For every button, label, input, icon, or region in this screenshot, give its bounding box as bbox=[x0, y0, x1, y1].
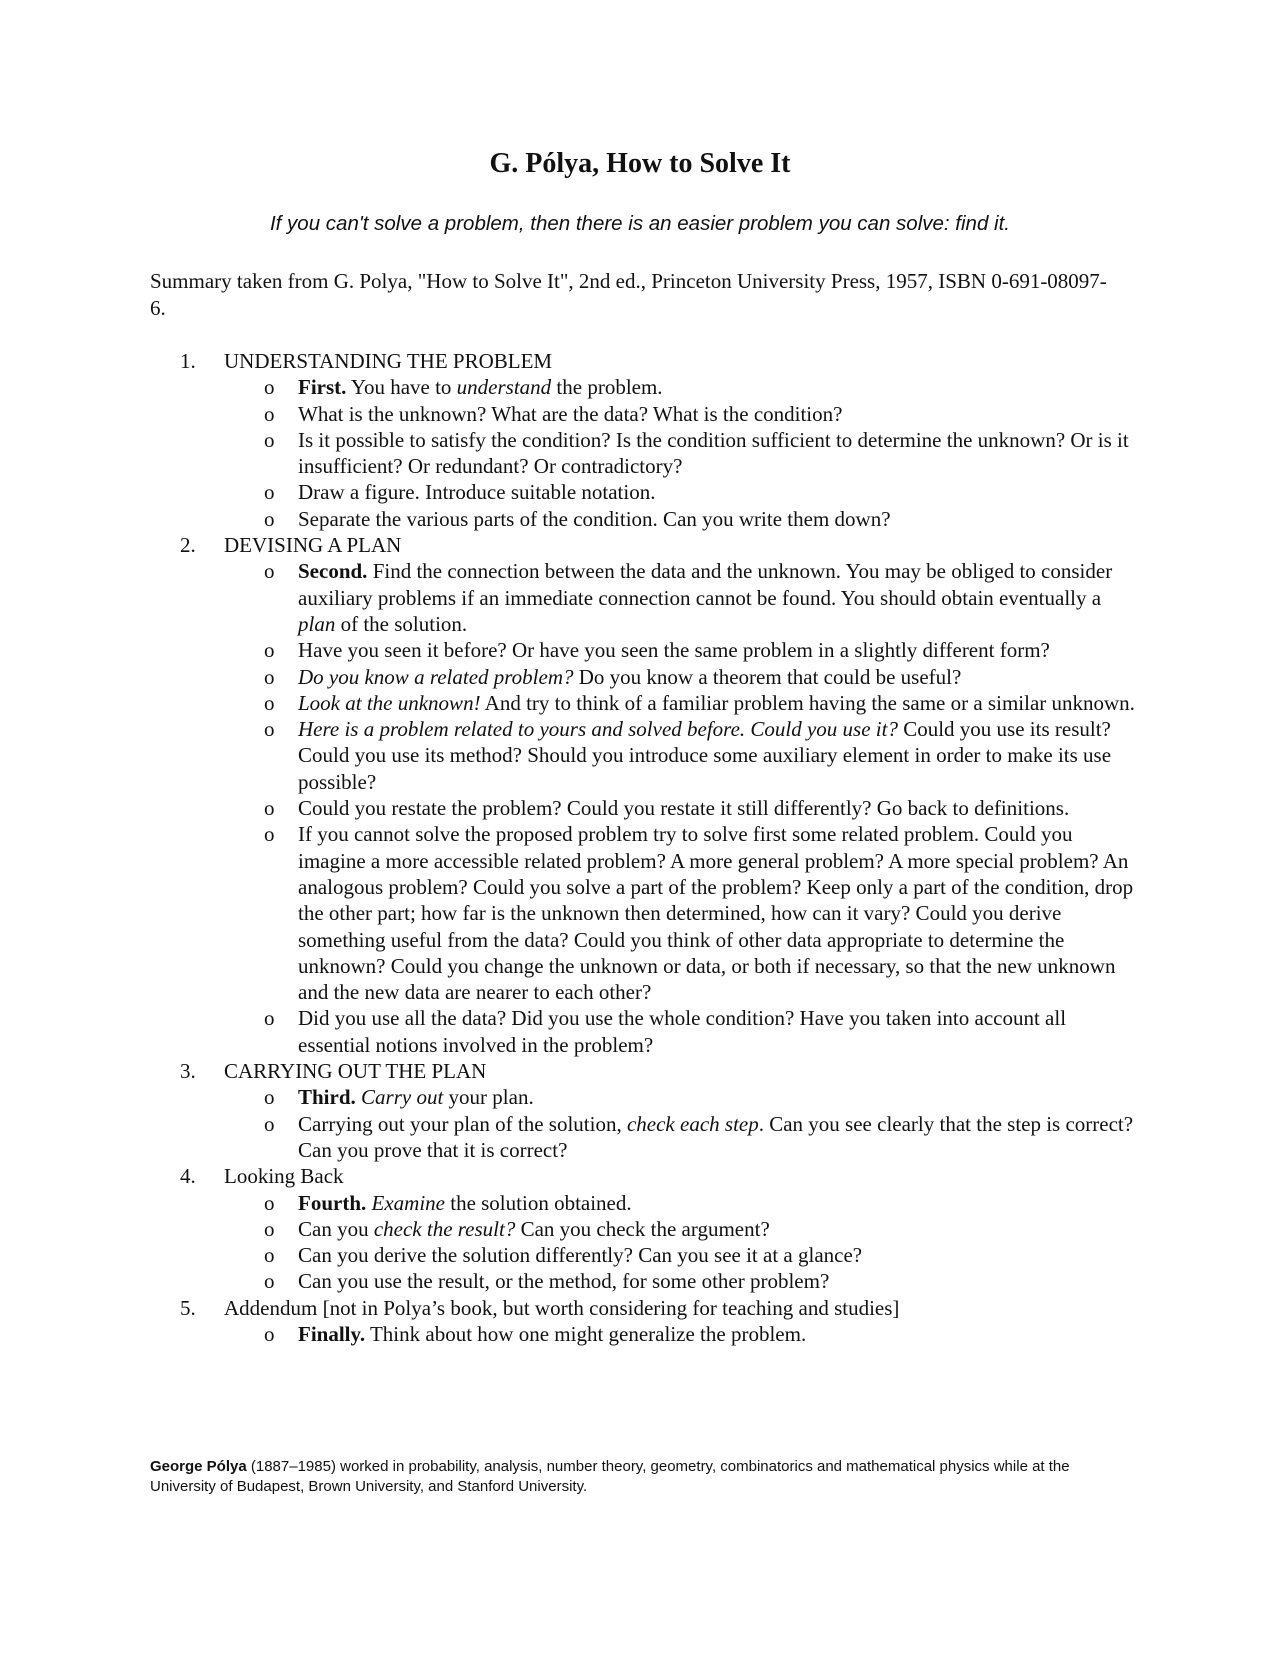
step-label: Finally. bbox=[298, 1321, 366, 1346]
item-emphasis: Look at the unknown! bbox=[298, 690, 481, 715]
item-text: Can you check the argument? bbox=[515, 1216, 770, 1241]
item-text: your plan. bbox=[443, 1085, 534, 1110]
list-item bbox=[150, 821, 1140, 1005]
item-text: And try to think of a familiar problem having the same or a similar unknown. bbox=[480, 690, 1135, 715]
item-text: Find the connection between the data and the unknown. You may be obliged to consider auxiliary problems if an immediate connection cannot be found. You should obtain eventually a bbox=[298, 559, 1113, 610]
item-text: Could you use its result? Could you use its method? Should you introduce some auxiliary element in order to make its use possible? bbox=[298, 717, 1112, 794]
item-text: Draw a figure. Introduce suitable notation. bbox=[298, 480, 656, 505]
list-item bbox=[150, 664, 1140, 690]
bullet: o bbox=[264, 375, 275, 400]
section-heading: UNDERSTANDING THE PROBLEM bbox=[224, 349, 553, 373]
item-text: the problem. bbox=[551, 375, 663, 400]
section bbox=[150, 532, 1140, 1058]
section-heading: DEVISING A PLAN bbox=[224, 533, 402, 558]
list-item bbox=[150, 1321, 1140, 1347]
list-item bbox=[150, 716, 1140, 795]
outline-list bbox=[150, 348, 1140, 1347]
item-list bbox=[224, 1321, 1140, 1347]
section bbox=[150, 1058, 1140, 1163]
section-heading: Looking Back bbox=[224, 1164, 344, 1189]
list-item bbox=[150, 1242, 1140, 1268]
summary-note: Summary taken from G. Polya, "How to Solve It", 2nd ed., Princeton University Press, 1957, ISBN 0-691-08097-6. bbox=[150, 269, 1107, 320]
bullet: o bbox=[264, 1243, 275, 1268]
step-label: Third. bbox=[298, 1085, 356, 1110]
item-text: Separate the various parts of the condition. Can you write them down? bbox=[298, 506, 891, 531]
step-label: First. bbox=[298, 375, 347, 400]
bullet: o bbox=[264, 1269, 275, 1294]
list-item bbox=[150, 1005, 1140, 1058]
section bbox=[150, 1295, 1140, 1348]
item-text: . Can you see clearly that the step is correct? Can you prove that it is correct? bbox=[298, 1111, 1134, 1162]
author-bio: (1887–1985) worked in probability, analysis, number theory, geometry, combinatorics and mathematical physics while at the University of Budapest, Brown University, and Stanford University. bbox=[150, 1458, 1070, 1495]
list-item bbox=[150, 374, 1140, 400]
bullet: o bbox=[264, 717, 275, 742]
list-item bbox=[150, 1268, 1140, 1294]
section-number: 4. bbox=[180, 1164, 196, 1189]
list-item bbox=[150, 637, 1140, 663]
item-emphasis: Do you know a related problem? bbox=[298, 664, 574, 689]
motto: If you can't solve a problem, then there is an easier problem you can solve: find it. bbox=[269, 212, 1011, 235]
list-item bbox=[150, 1190, 1140, 1216]
list-item bbox=[150, 1084, 1140, 1110]
bullet: o bbox=[264, 796, 275, 821]
bullet: o bbox=[264, 1190, 275, 1215]
list-item bbox=[150, 795, 1140, 821]
item-text: Can you use the result, or the method, for some other problem? bbox=[298, 1269, 830, 1294]
item-text: Could you restate the problem? Could you restate it still differently? Go back to definitions. bbox=[298, 796, 1070, 821]
author-note bbox=[150, 1457, 1110, 1496]
step-label: Second. bbox=[298, 559, 368, 584]
section bbox=[150, 348, 1140, 532]
list-item bbox=[150, 558, 1140, 637]
item-text: of the solution. bbox=[335, 611, 468, 636]
bullet: o bbox=[264, 1111, 275, 1136]
bullet: o bbox=[264, 1006, 275, 1031]
list-item bbox=[150, 690, 1140, 716]
list-item bbox=[150, 506, 1140, 532]
bullet: o bbox=[264, 690, 275, 715]
section-heading: Addendum [not in Polya’s book, but worth considering for teaching and studies] bbox=[224, 1295, 900, 1320]
bullet: o bbox=[264, 1321, 275, 1346]
section-number: 5. bbox=[180, 1295, 196, 1320]
item-text: Did you use all the data? Did you use the whole condition? Have you taken into account all essential notions involved in the problem? bbox=[298, 1006, 1067, 1057]
item-emphasis: Here is a problem related to yours and solved before. Could you use it? bbox=[298, 717, 898, 742]
item-emphasis: check each step bbox=[626, 1111, 759, 1136]
item-text: Can you derive the solution differently? Can you see it at a glance? bbox=[298, 1243, 863, 1268]
item-text: Do you know a theorem that could be useful? bbox=[573, 664, 962, 689]
item-text: Have you seen it before? Or have you seen the same problem in a slightly different form? bbox=[298, 638, 1050, 663]
item-list bbox=[224, 374, 1140, 532]
bullet: o bbox=[264, 822, 275, 847]
bullet: o bbox=[264, 506, 275, 531]
bullet: o bbox=[264, 480, 275, 505]
item-emphasis: plan bbox=[298, 611, 336, 636]
author-name: George Pólya bbox=[150, 1458, 247, 1475]
item-text: You have to bbox=[346, 375, 457, 400]
item-text: Carrying out your plan of the solution, bbox=[298, 1111, 627, 1136]
item-emphasis: check the result? bbox=[373, 1216, 516, 1241]
item-text: What is the unknown? What are the data? What is the condition? bbox=[298, 401, 843, 426]
list-item bbox=[150, 1216, 1140, 1242]
section-number: 3. bbox=[180, 1059, 196, 1084]
bullet: o bbox=[264, 664, 275, 689]
item-emphasis: understand bbox=[456, 375, 552, 400]
item-emphasis: Carry out bbox=[361, 1085, 444, 1110]
item-text: If you cannot solve the proposed problem try to solve first some related problem. Could you imagine a more accessible related problem? A more general problem? A more special problem? An analogous problem? Could you solve a part of the problem? Keep only a part of the condition, drop the other part; how far is the unknown then determined, how can it vary? Could you derive something useful from the data? Could you think of other data appropriate to determine the unknown? Could you change the unknown or data, or both if necessary, so that the new unknown and the new data are nearer to each other? bbox=[298, 822, 1134, 1005]
item-text: the solution obtained. bbox=[444, 1190, 632, 1215]
item-emphasis: Examine bbox=[371, 1190, 445, 1215]
section-number: 1. bbox=[180, 349, 196, 373]
list-item bbox=[150, 479, 1140, 505]
item-text: Can you bbox=[298, 1216, 374, 1241]
bullet: o bbox=[264, 401, 275, 426]
step-label: Fourth. bbox=[298, 1190, 367, 1215]
list-item bbox=[150, 1111, 1140, 1164]
item-text: Think about how one might generalize the problem. bbox=[365, 1321, 807, 1346]
list-item bbox=[150, 427, 1140, 480]
page-title: G. Pólya, How to Solve It bbox=[489, 148, 791, 179]
bullet: o bbox=[264, 1216, 275, 1241]
section-number: 2. bbox=[180, 533, 196, 558]
bullet: o bbox=[264, 638, 275, 663]
bullet: o bbox=[264, 427, 275, 452]
list-item bbox=[150, 401, 1140, 427]
item-list bbox=[224, 1084, 1140, 1163]
item-list bbox=[224, 1190, 1140, 1295]
item-list bbox=[224, 558, 1140, 1058]
section bbox=[150, 1163, 1140, 1294]
section-heading: CARRYING OUT THE PLAN bbox=[224, 1059, 487, 1084]
bullet: o bbox=[264, 559, 275, 584]
bullet: o bbox=[264, 1085, 275, 1110]
item-text: Is it possible to satisfy the condition? Is the condition sufficient to determine the unknown? Or is it insufficient? Or redundant? Or contradictory? bbox=[298, 427, 1129, 479]
